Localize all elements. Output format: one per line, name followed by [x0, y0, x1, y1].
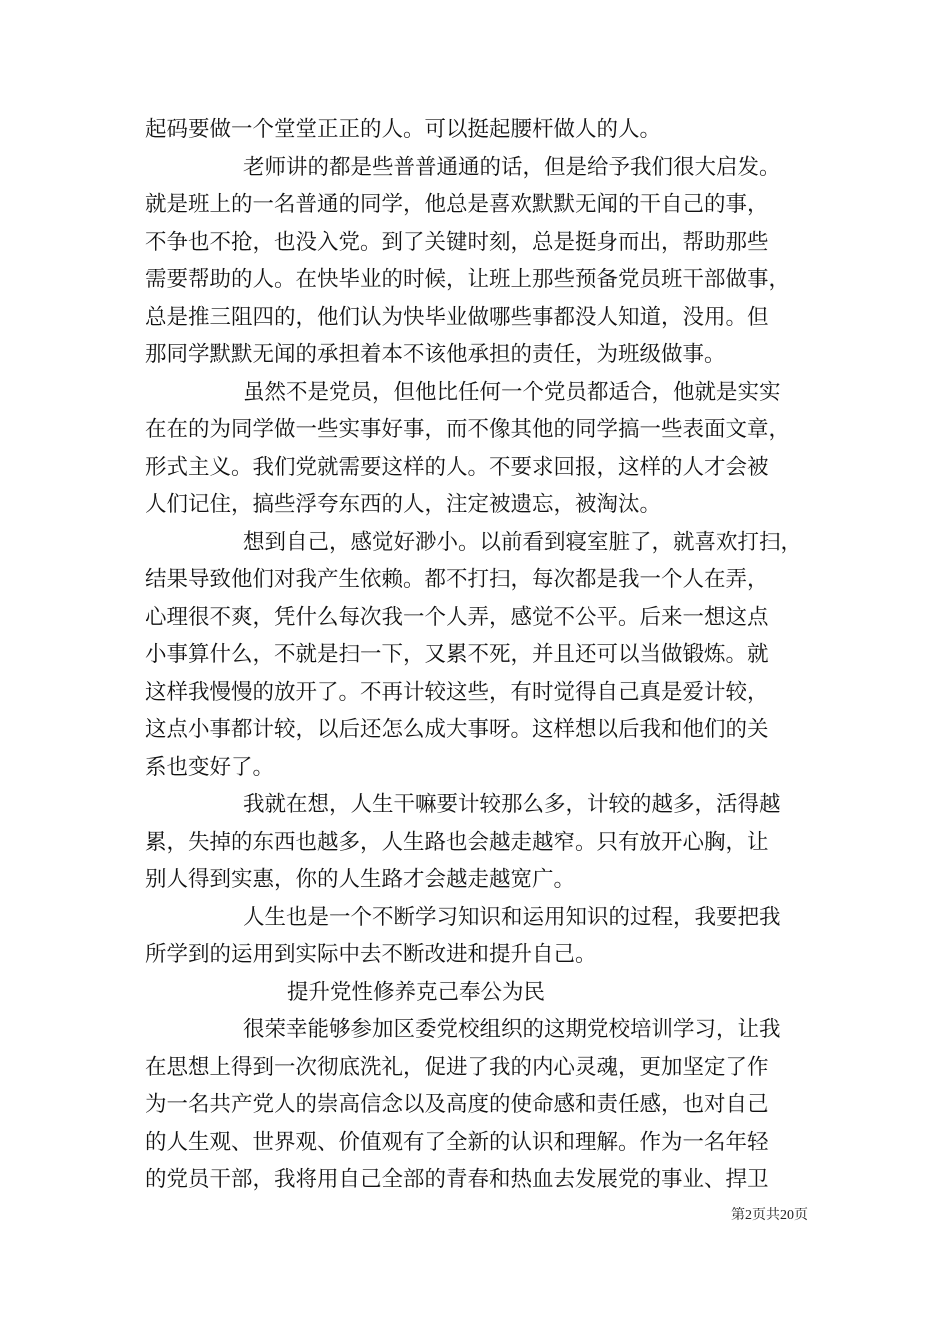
paragraph — [145, 524, 815, 787]
paragraph-line: 为一名共产党人的崇高信念以及高度的使命感和责任感，也对自己 — [145, 1092, 769, 1117]
paragraph — [145, 1011, 815, 1199]
paragraph-line: 这样我慢慢的放开了。不再计较这些，有时觉得自己真是爱计较， — [145, 679, 769, 705]
paragraph — [145, 111, 815, 149]
paragraph-line: 累，失掉的东西也越多，人生路也会越走越窄。只有放开心胸，让 — [145, 829, 769, 855]
paragraph-line: 这点小事都计较，以后还怎么成大事呀。这样想以后我和他们的关 — [145, 717, 769, 742]
paragraph-line: 起码要做一个堂堂正正的人。可以挺起腰杆做人的人。 — [145, 117, 662, 142]
paragraph-line: 想到自己，感觉好渺小。以前看到寝室脏了，就喜欢打扫， — [243, 529, 803, 555]
page-number-footer: 第2页共20页 — [731, 1208, 808, 1223]
paragraph-line: 不争也不抢，也没入党。到了关键时刻，总是挺身而出，帮助那些 — [145, 229, 769, 255]
paragraph-line: 需要帮助的人。在快毕业的时候，让班上那些预备党员班干部做事， — [145, 267, 791, 292]
paragraph-line: 就是班上的一名普通的同学，他总是喜欢默默无闻的干自己的事， — [145, 192, 769, 217]
paragraph — [145, 786, 815, 899]
paragraph-line: 别人得到实惠，你的人生路才会越走越宽广。 — [145, 867, 576, 892]
section-title — [145, 974, 815, 1012]
paragraph-line: 人生也是一个不断学习知识和运用知识的过程，我要把我 — [243, 904, 781, 930]
paragraph-line: 小事算什么，不就是扫一下，又累不死，并且还可以当做锻炼。就 — [145, 642, 769, 667]
document-body — [145, 111, 815, 1199]
section-title-text: 提升党性修养克己奉公为民 — [287, 979, 546, 1005]
paragraph-line: 虽然不是党员，但他比任何一个党员都适合，他就是实实 — [243, 379, 781, 405]
paragraph — [145, 149, 815, 374]
paragraph — [145, 374, 815, 524]
paragraph-line: 心理很不爽，凭什么每次我一个人弄，感觉不公平。后来一想这点 — [145, 604, 769, 630]
paragraph-line: 很荣幸能够参加区委党校组织的这期党校培训学习，让我 — [243, 1017, 781, 1042]
paragraph-line: 所学到的运用到实际中去不断改进和提升自己。 — [145, 942, 597, 967]
paragraph-line: 总是推三阻四的，他们认为快毕业做哪些事都没人知道，没用。但 — [145, 304, 769, 330]
paragraph-line: 老师讲的都是些普普通通的话，但是给予我们很大启发。 — [243, 154, 781, 180]
paragraph — [145, 899, 815, 974]
paragraph-line: 的党员干部，我将用自己全部的青春和热血去发展党的事业、捍卫 — [145, 1167, 769, 1192]
paragraph-line: 的人生观、世界观、价值观有了全新的认识和理解。作为一名年轻 — [145, 1129, 769, 1155]
paragraph-line: 形式主义。我们党就需要这样的人。不要求回报，这样的人才会被 — [145, 454, 769, 480]
paragraph-line: 系也变好了。 — [145, 754, 275, 780]
paragraph-line: 那同学默默无闻的承担着本不该他承担的责任，为班级做事。 — [145, 342, 726, 367]
paragraph-line: 在在的为同学做一些实事好事，而不像其他的同学搞一些表面文章， — [145, 417, 791, 442]
paragraph-line: 人们记住，搞些浮夸东西的人，注定被遗忘，被淘汰。 — [145, 492, 662, 517]
paragraph-line: 结果导致他们对我产生依赖。都不打扫，每次都是我一个人在弄， — [145, 567, 769, 592]
paragraph-line: 我就在想，人生干嘛要计较那么多，计较的越多，活得越 — [243, 792, 781, 817]
paragraph-line: 在思想上得到一次彻底洗礼，促进了我的内心灵魂，更加坚定了作 — [145, 1054, 769, 1080]
